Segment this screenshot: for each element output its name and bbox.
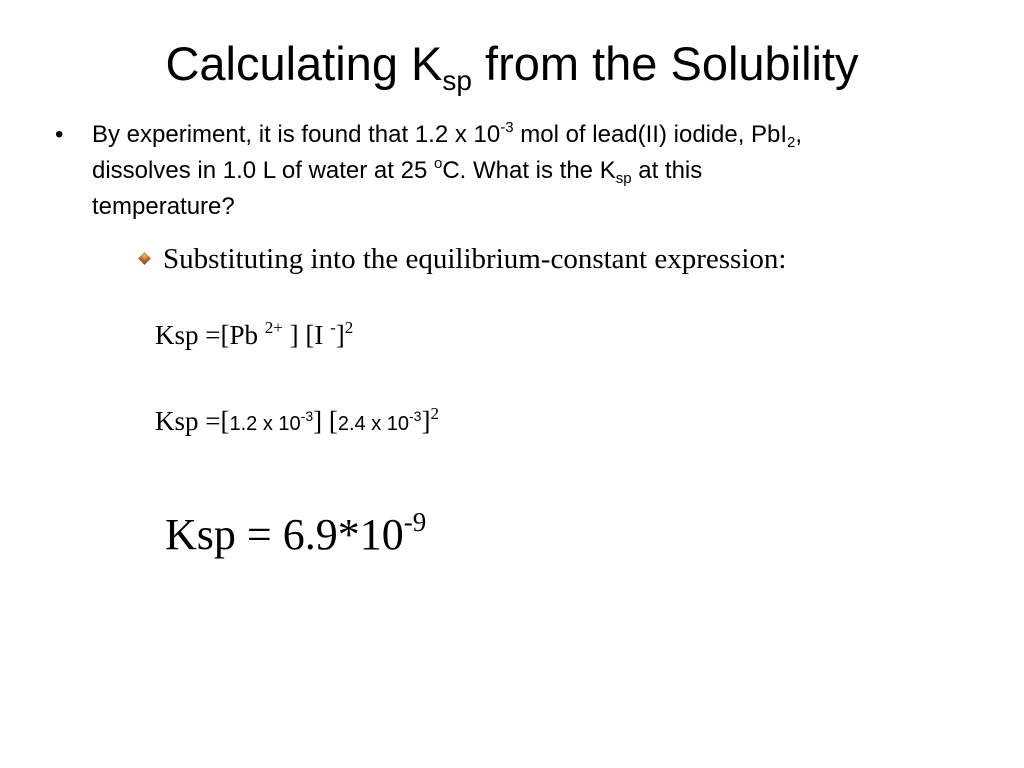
question-line2-c: at this [631, 157, 703, 184]
equation-substituted [155, 404, 439, 442]
bullet-marker: • [55, 121, 64, 148]
question-line2-b: C. What is the K [442, 157, 616, 184]
equation-expression [155, 318, 353, 356]
question-line2-subscript: sp [615, 170, 632, 187]
result-exponent: -9 [403, 507, 427, 537]
slide-title [0, 37, 1024, 96]
diamond-bullet-icon [138, 252, 151, 265]
question-line1-exponent: -3 [500, 119, 514, 136]
ksp-result [165, 509, 426, 566]
eq2-part-b: ] [ [313, 406, 338, 436]
question-text [92, 118, 985, 223]
sub-bullet [137, 240, 997, 280]
eq1-part-a: Ksp =[Pb [155, 320, 265, 350]
question-line1-subscript: 2 [787, 134, 796, 151]
eq2-value2 [337, 408, 422, 435]
eq1-power: 2 [344, 318, 354, 337]
question-line1-c: , [795, 121, 803, 148]
eq2-value2-base: 2.4 x 10 [337, 413, 410, 435]
question-line2-degree: o [433, 155, 443, 172]
eq1-pb-charge: 2+ [264, 318, 283, 337]
result-text: Ksp = 6.9*10 [165, 510, 404, 559]
question-line2-a: dissolves in 1.0 L of water at 25 [92, 157, 434, 184]
question-line3: temperature? [92, 193, 235, 220]
eq2-part-c: ] [421, 406, 431, 436]
question-line1-b: mol of lead(II) iodide, PbI [513, 121, 788, 148]
eq2-value1-exponent: -3 [300, 408, 314, 424]
eq2-power: 2 [430, 404, 439, 423]
eq2-value1-base: 1.2 x 10 [229, 413, 301, 435]
eq2-value1 [229, 408, 314, 435]
eq1-part-b: ] [I [282, 320, 331, 350]
title-suffix: from the Solubility [471, 37, 859, 90]
eq2-value2-exponent: -3 [409, 408, 422, 424]
eq2-part-a: Ksp =[ [155, 406, 230, 436]
title-prefix: Calculating K [165, 37, 443, 90]
sub-bullet-text: Substituting into the equilibrium-constant expression: [163, 243, 787, 275]
question-line1-a: By experiment, it is found that 1.2 x 10 [92, 121, 501, 148]
eq1-i-charge: - [330, 318, 336, 337]
eq1-part-c: ] [335, 320, 345, 350]
title-subscript: sp [442, 65, 472, 96]
